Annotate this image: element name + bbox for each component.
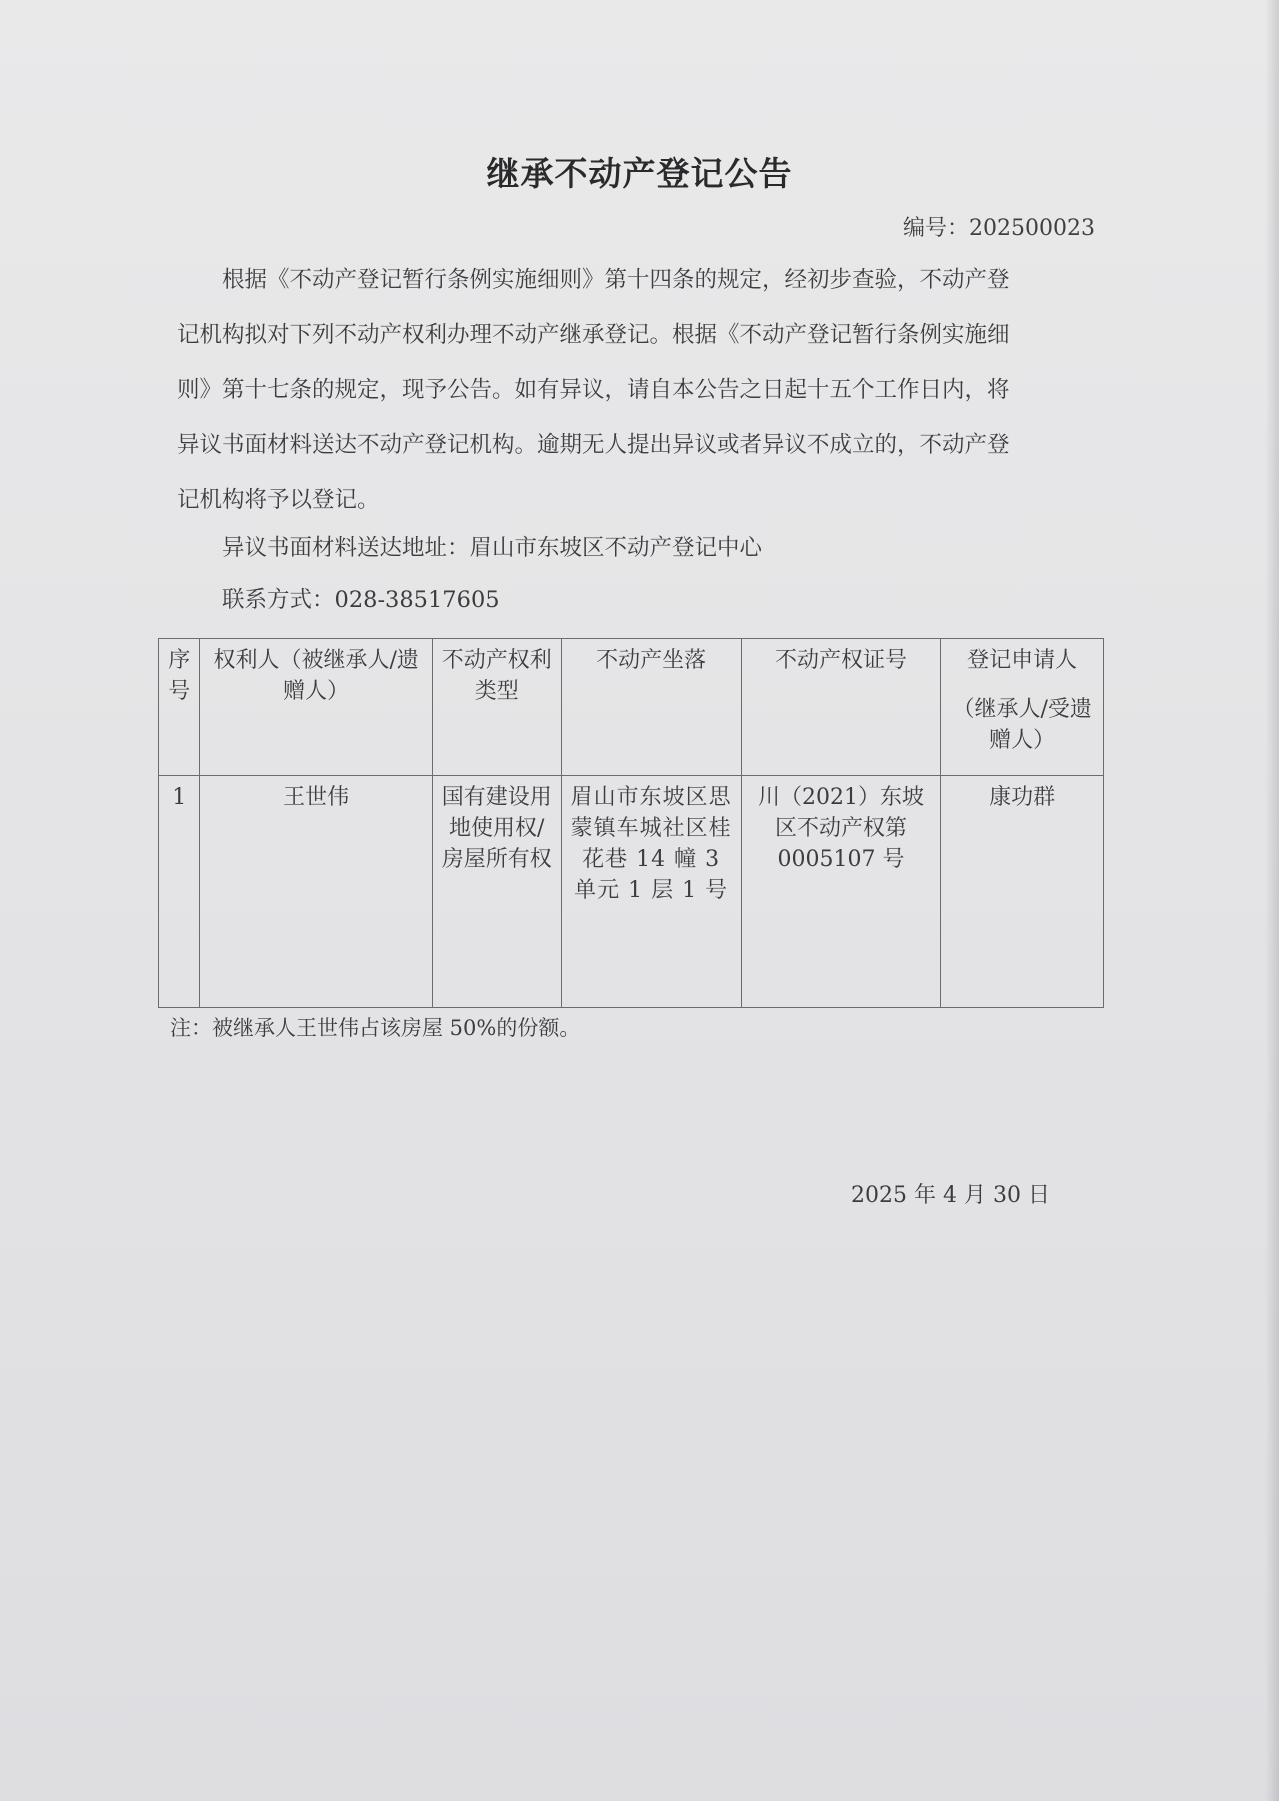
page-edge-shadow	[1265, 0, 1279, 1801]
objection-address: 异议书面材料送达地址：眉山市东坡区不动产登记中心	[222, 535, 763, 561]
document-number: 编号：202500023	[903, 216, 1095, 241]
table-row	[159, 776, 1104, 1008]
cell-holder: 王世伟	[200, 776, 432, 1008]
header-certificate: 不动产权证号	[741, 639, 941, 776]
cell-location: 眉山市东坡区思蒙镇车城社区桂花巷 14 幢 3 单元 1 层 1 号	[561, 776, 741, 1008]
table-note: 注：被继承人王世伟占该房屋 50%的份额。	[170, 1016, 581, 1040]
page-title: 继承不动产登记公告	[486, 154, 793, 193]
header-applicant-sub: （继承人/受遗赠人）	[952, 697, 1092, 753]
header-applicant-label: 登记申请人	[967, 648, 1078, 673]
header-applicant	[941, 639, 1104, 776]
cell-applicant: 康功群	[941, 776, 1104, 1008]
notice-paragraph: 根据《不动产登记暂行条例实施细则》第十四条的规定，经初步查验，不动产登记机构拟对下列不动产权利办理不动产继承登记。根据《不动产登记暂行条例实施细则》第十七条的规定，现予公告。如有异议，请自本公告之日起十五个工作日内，将异议书面材料送达不动产登记机构。逾期无人提出异议或者异议不成立的，不动产登记机构将予以登记。	[177, 267, 1010, 513]
header-holder: 权利人（被继承人/遗赠人）	[200, 639, 432, 776]
contact-info: 联系方式：028-38517605	[222, 587, 500, 613]
header-right-type: 不动产权利类型	[432, 639, 561, 776]
header-location: 不动产坐落	[561, 639, 741, 776]
cell-right-type: 国有建设用地使用权/房屋所有权	[432, 776, 561, 1008]
header-no: 序号	[159, 639, 200, 776]
cell-no: 1	[159, 776, 200, 1008]
registration-table	[158, 638, 1104, 1008]
cell-certificate: 川（2021）东坡区不动产权第 0005107 号	[741, 776, 941, 1008]
issue-date: 2025 年 4 月 30 日	[851, 1183, 1050, 1208]
table-header-row	[159, 639, 1104, 776]
